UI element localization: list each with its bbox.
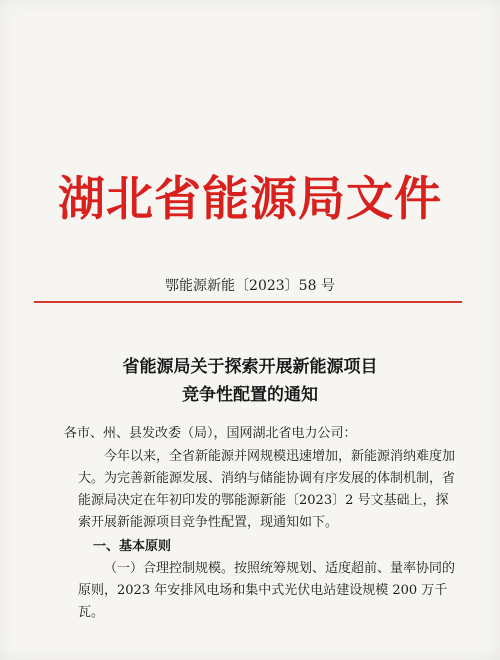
section-1-heading: 一、基本原则 — [93, 539, 172, 554]
addressee: 各市、州、县发改委（局），国网湖北省电力公司： — [64, 426, 357, 441]
notice-title — [0, 353, 500, 409]
notice-title-line-2: 竞争性配置的通知 — [182, 385, 318, 405]
intro-paragraph: 今年以来，全省新能源并网规模迅速增加，新能源消纳难度加大。为完善新能源发展、消纳与储能协调有序发展的体制机制，省能源局决定在年初印发的鄂能源新能〔2023〕2 号文基础上，探索开展新能源项目竞争性配置，现通知如下。 — [78, 449, 456, 530]
document-body — [64, 423, 460, 624]
document-number: 鄂能源新能〔2023〕58 号 — [165, 278, 335, 294]
section-1-item-1: （一）合理控制规模。按照统筹规划、适度超前、量率协同的原则，2023 年安排风电场和集中式光伏电站建设规模 200 万千瓦。 — [78, 561, 456, 620]
document-header-title: 湖北省能源局文件 — [58, 172, 442, 227]
show-through-text — [30, 100, 482, 115]
notice-title-line-1: 省能源局关于探索开展新能源项目 — [122, 357, 378, 377]
red-divider-line — [34, 301, 462, 303]
